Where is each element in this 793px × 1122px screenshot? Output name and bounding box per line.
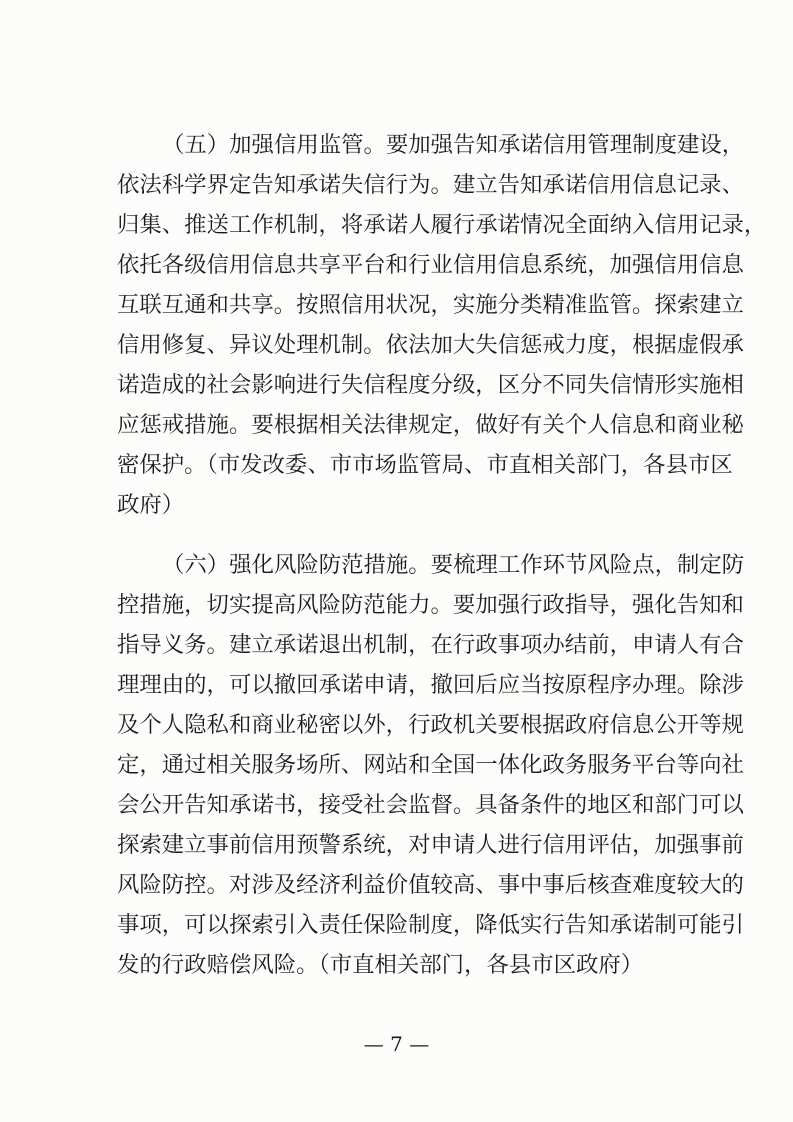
page-number: — 7 — [363, 1032, 430, 1056]
text-line: （六）强化风险防范措施。要梳理工作环节风险点，制定防 [162, 552, 745, 578]
text-line: 指导义务。建立承诺退出机制，在行政事项办结前，申请人有合 [117, 632, 744, 658]
text-line: 政府） [117, 492, 185, 518]
text-line: 依法科学界定告知承诺失信行为。建立告知承诺信用信息记录、 [117, 172, 744, 198]
text-line: 理理由的，可以撤回承诺申请，撤回后应当按原程序办理。除涉 [117, 672, 744, 698]
text-line: （五）加强信用监管。要加强告知承诺信用管理制度建设， [162, 132, 745, 158]
text-line: 风险防控。对涉及经济利益价值较高、事中事后核查难度较大的 [117, 872, 744, 898]
text-line: 定，通过相关服务场所、网站和全国一体化政务服务平台等向社 [117, 752, 744, 778]
text-line: 发的行政赔偿风险。（市直相关部门，各县市区政府） [117, 952, 644, 978]
text-line: 事项，可以探索引入责任保险制度，降低实行告知承诺制可能引 [117, 912, 744, 938]
text-line: 互联互通和共享。按照信用状况，实施分类精准监管。探索建立 [117, 292, 744, 318]
text-line: 及个人隐私和商业秘密以外，行政机关要根据政府信息公开等规 [117, 712, 744, 738]
text-line: 密保护。（市发改委、市市场监管局、市直相关部门，各县市区 [117, 452, 733, 478]
text-line: 归集、推送工作机制，将承诺人履行承诺情况全面纳入信用记录， [117, 212, 767, 238]
text-line: 控措施，切实提高风险防范能力。要加强行政指导，强化告知和 [117, 592, 744, 618]
text-line: 信用修复、异议处理机制。依法加大失信惩戒力度，根据虚假承 [117, 332, 744, 358]
text-line: 会公开告知承诺书，接受社会监督。具备条件的地区和部门可以 [117, 792, 744, 818]
text-line: 依托各级信用信息共享平台和行业信用信息系统，加强信用信息 [117, 252, 744, 278]
text-line: 诺造成的社会影响进行失信程度分级，区分不同失信情形实施相 [117, 372, 744, 398]
text-line: 应惩戒措施。要根据相关法律规定，做好有关个人信息和商业秘 [117, 412, 744, 438]
text-line: 探索建立事前信用预警系统，对申请人进行信用评估，加强事前 [117, 832, 744, 858]
